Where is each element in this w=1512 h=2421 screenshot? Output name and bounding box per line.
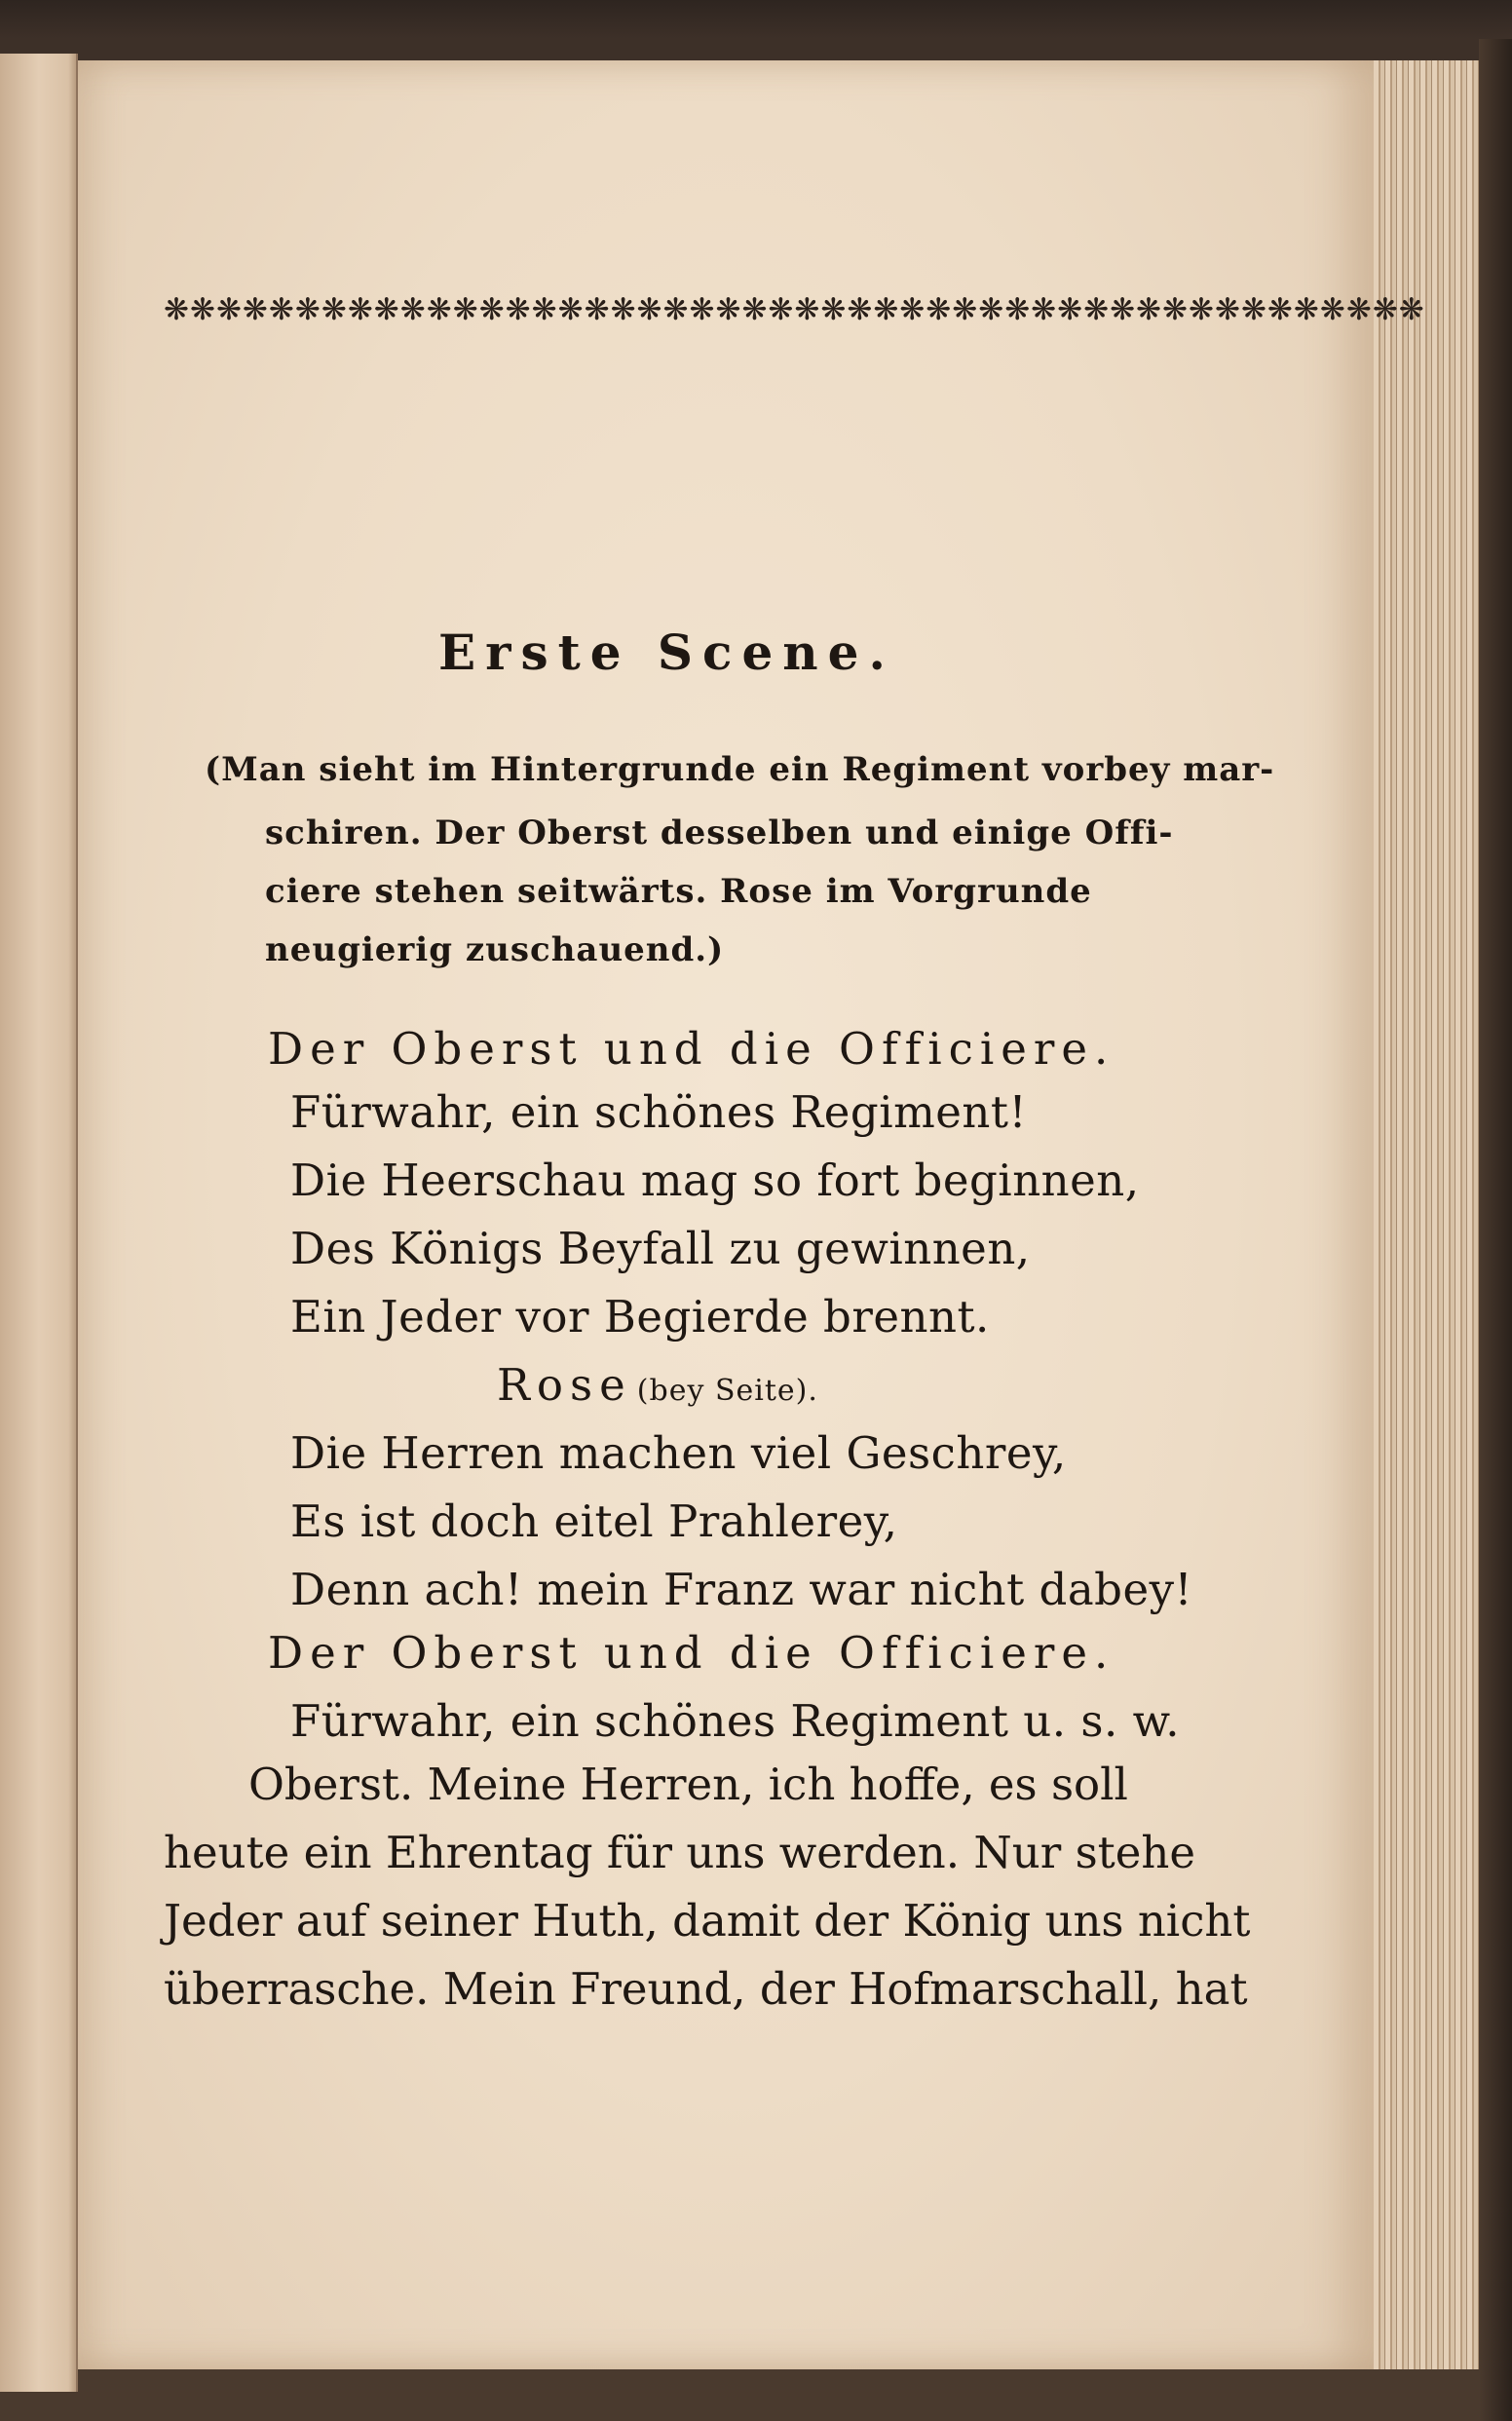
- prose-line: Jeder auf seiner Huth, damit der König uns nicht: [164, 1895, 1251, 1947]
- stage-direction-line: neugierig zuschauend.): [265, 930, 725, 969]
- verse-line: Denn ach! mein Franz war nicht dabey!: [290, 1564, 1193, 1615]
- prose-line: Oberst. Meine Herren, ich hoffe, es soll: [248, 1759, 1128, 1810]
- speaker-heading-rose: [497, 1359, 818, 1411]
- speaker-heading: Der Oberst und die Officiere.: [268, 1023, 1115, 1075]
- verse-line: Fürwahr, ein schönes Regiment u. s. w.: [290, 1695, 1181, 1747]
- verse-line: Des Königs Beyfall zu gewinnen,: [290, 1223, 1031, 1274]
- stage-direction-line: (Man sieht im Hintergrunde ein Regiment vorbey mar-: [205, 750, 1275, 789]
- stage-direction-line: schiren. Der Oberst desselben und einige Offi-: [265, 813, 1174, 852]
- verse-line: Fürwahr, ein schönes Regiment!: [290, 1086, 1028, 1138]
- prose-line: überrasche. Mein Freund, der Hofmarschall, hat: [164, 1963, 1248, 2015]
- stage-direction-line: ciere stehen seitwärts. Rose im Vorgrunde: [265, 872, 1092, 911]
- scene-title: Erste Scene.: [438, 624, 895, 681]
- verse-line: Die Heerschau mag so fort beginnen,: [290, 1154, 1140, 1206]
- prose-line: heute ein Ehrentag für uns werden. Nur stehe: [164, 1827, 1195, 1878]
- verse-line: Die Herren machen viel Geschrey,: [290, 1427, 1067, 1479]
- verse-line: Ein Jeder vor Begierde brennt.: [290, 1291, 990, 1343]
- speaker-heading: Der Oberst und die Officiere.: [268, 1627, 1115, 1679]
- verse-line: Es ist doch eitel Prahlerey,: [290, 1495, 898, 1547]
- ornament-rule: ❋❋❋❋❋❋❋❋❋❋❋❋❋❋❋❋❋❋❋❋❋❋❋❋❋❋❋❋❋❋❋❋❋❋❋❋❋❋❋❋❋❋❋❋❋❋❋❋: [164, 292, 1425, 327]
- aside-direction: (bey Seite).: [636, 1374, 818, 1408]
- speaker-name: Rose: [497, 1359, 632, 1411]
